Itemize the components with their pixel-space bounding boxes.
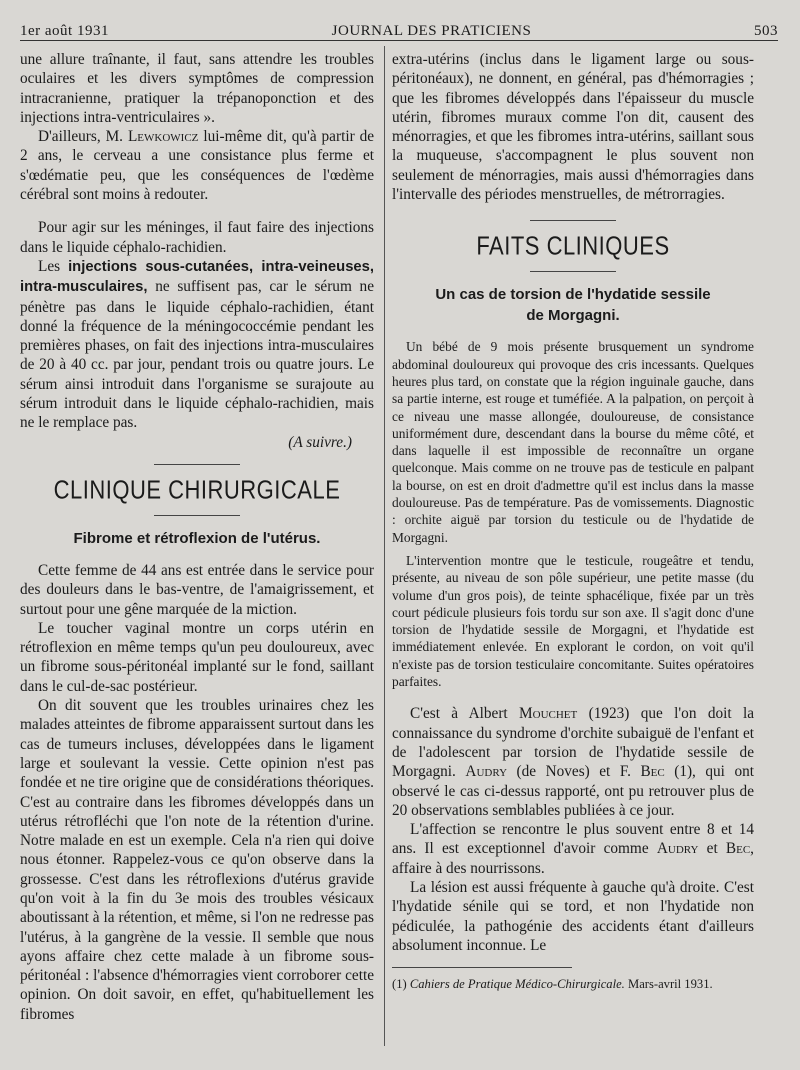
column-divider: [384, 46, 385, 1046]
paragraph: une allure traînante, il faut, sans attendre les troubles oculaires et les divers symptômes de compression intracranienne, pratiquer la trépanoponction et des injections intra-ventriculaires ».: [20, 51, 374, 126]
left-column: [20, 50, 374, 1024]
footnote: (1) Cahiers de Pratique Médico-Chirurgicale. Mars-avril 1931.: [392, 977, 713, 992]
journal-title: JOURNAL DES PRATICIENS: [331, 23, 532, 39]
author-name: Lewkowicz: [127, 128, 199, 146]
author-name: Audry: [465, 763, 508, 781]
paragraph: On dit souvent que les troubles urinaires chez les malades atteintes de fibrome apparaissent surtout dans les cas de tumeurs incluses, développées dans le ligament large et soulevant la vessie. Cette opinion n'est pas fondée et ne tire origine que de considérations théoriques. C'est au contraire dans les fibromes développés dans un utérus rétrofléchi que l'on note de la rétention d'urine. Notre malade en est un exemple. Cela n'a rien qui doive nous étonner. Rappelez-vous ce qu'on observe dans la grossesse. C'est dans les rétroflexions d'utérus gravide qu'on voit à la fin du 3e mois des troubles vésicaux aboutissant à la rétention, et même, si l'on ne redresse pas l'utérus, à la gangrène de la vessie. Il semble que nous ayons affaire chez cette malade à un fibrome sous-péritonéal : l'absence d'hémorragies vient corroborer cette opinion. On doit savoir, en effet, qu'habituellement les fibromes: [20, 697, 375, 1023]
paragraph: Le toucher vaginal montre un corps utérin en rétroflexion en même temps qu'un peu douloureux, avec un fibrome sous-péritonéal implanté sur le fond, saillant dans le cul-de-sac postérieur.: [20, 619, 374, 695]
section-title: CLINIQUE CHIRURGICALE: [53, 474, 341, 505]
article-title: Un cas de torsion de l'hydatide sessile de Morgagni.: [435, 286, 711, 325]
footnote-rule: [392, 967, 572, 968]
separator-rule: [530, 271, 616, 272]
to-be-continued: (A suivre.): [288, 433, 352, 451]
right-column: [392, 50, 754, 993]
paragraph: D'ailleurs, M. Lewkowicz lui-même dit, qu'à partir de 2 ans, le cerveau a une consistance plus ferme et s'œdématie peu, que les conséquences de l'œdème cérébral sont moins à redouter.: [20, 128, 375, 204]
author-name: Audry: [656, 840, 699, 858]
separator-rule: [154, 464, 240, 465]
page-number: 503: [754, 23, 778, 39]
paragraph: L'affection se rencontre le plus souvent entre 8 et 14 ans. Il est exceptionnel d'avoir comme Audry et Bec, affaire à des nourrissons.: [392, 821, 755, 877]
case-report-paragraph: Un bébé de 9 mois présente brusquement un syndrome abdominal douloureux qui provoque des cris incessants. Quelques heures plus tard, on constate que la région inguinale gauche, dans sa partie interne, est rouge et tuméfiée. A la palpation, on perçoit à ce niveau une masse allongée, douloureuse, de consistance uniformément dure, descendant dans la bourse du même côté, et dans laquelle il est impossible de reconnaître un organe quelconque. Mais comme on ne trouve pas de testicule en palpant la bourse, on est en droit d'admettre qu'il est inclus dans la masse douloureuse. Pas de température. Pas de vomissements. Diagnostic : orchite aiguë par torsion du testicule ou de l'hydatide de Morgagni.: [392, 339, 754, 545]
author-name: Mouchet: [519, 705, 578, 723]
bold-emphasis: injections sous-cutanées, intra-veineuses, intra-musculaires,: [20, 258, 375, 296]
separator-rule: [154, 515, 240, 516]
paragraph: Cette femme de 44 ans est entrée dans le service pour des douleurs dans le bas-ventre, de l'amaigrissement, et surtout pour une gêne marquée de la miction.: [20, 561, 374, 618]
paragraph: Pour agir sur les méninges, il faut faire des injections dans le liquide céphalo-rachidien.: [20, 219, 374, 256]
header-rule: [20, 40, 778, 41]
article-title: Fibrome et rétroflexion de l'utérus.: [73, 529, 321, 547]
header-date: 1er août 1931: [20, 23, 109, 39]
paragraph: La lésion est aussi fréquente à gauche qu'à droite. C'est l'hydatide sénile qui se tord, et non l'hydatide non pédiculée, la pathogénie des accidents étant d'ailleurs absolument inconnue. Le: [392, 878, 754, 954]
author-name: Bec,: [725, 840, 755, 858]
separator-rule: [530, 220, 616, 221]
running-head: [20, 14, 778, 40]
paragraph: Les injections sous-cutanées, intra-veineuses, intra-musculaires, ne suffisent pas, car le sérum ne pénètre pas dans le liquide céphalo-rachidien, étant donné la fréquence de la méningococcémie pendant les premières phases, on fait des injections intra-musculaires de 20 à 40 cc. par jour, pendant trois ou quatre jours. Le sérum ainsi introduit dans l'organisme se surajoute au sérum introduit dans le liquide céphalo-rachidien, mais ne le remplace pas.: [20, 257, 375, 432]
case-report-paragraph: L'intervention montre que le testicule, rougeâtre et tendu, présente, au niveau de son pôle supérieur, une petite masse (du volume d'un gros pois), de teinte sphacélique, fixée par un très court pédicule plusieurs fois tordu sur son axe. Il s'agit donc d'une torsion de l'hydatide sessile de Morgagni, et l'hydatide est immédiatement enlevée. En explorant le cordon, on voit qu'il n'existe pas de torsion testiculaire concomitante. Suites opératoires parfaites.: [392, 552, 754, 690]
section-title: FAITS CLINIQUES: [476, 231, 670, 261]
paragraph: extra-utérins (inclus dans le ligament large ou sous-péritonéaux), ne donnent, en général, pas d'hémorragies ; que les fibromes développés dans l'épaisseur du muscle utérin, fibromes muraux comme l'on dit, causent des ménorragies, et que les fibromes intra-utérins, saillant sous la muqueuse, s'accompagnent le plus souvent non seulement de ménorragies, mais aussi d'hémorragies dans l'intervalle des périodes menstruelles, de métrorragies.: [392, 51, 754, 204]
author-name: Bec: [640, 763, 665, 781]
paragraph: C'est à Albert Mouchet (1923) que l'on doit la connaissance du syndrome d'orchite subaiguë de l'enfant et de l'adolescent par torsion de l'hydatide sessile de Morgagni. Audry (de Noves) et F. Bec (1), qui ont observé le cas ci-dessus rapporté, ont pu retrouver plus de 20 observations semblables publiées à ce jour.: [392, 705, 755, 819]
